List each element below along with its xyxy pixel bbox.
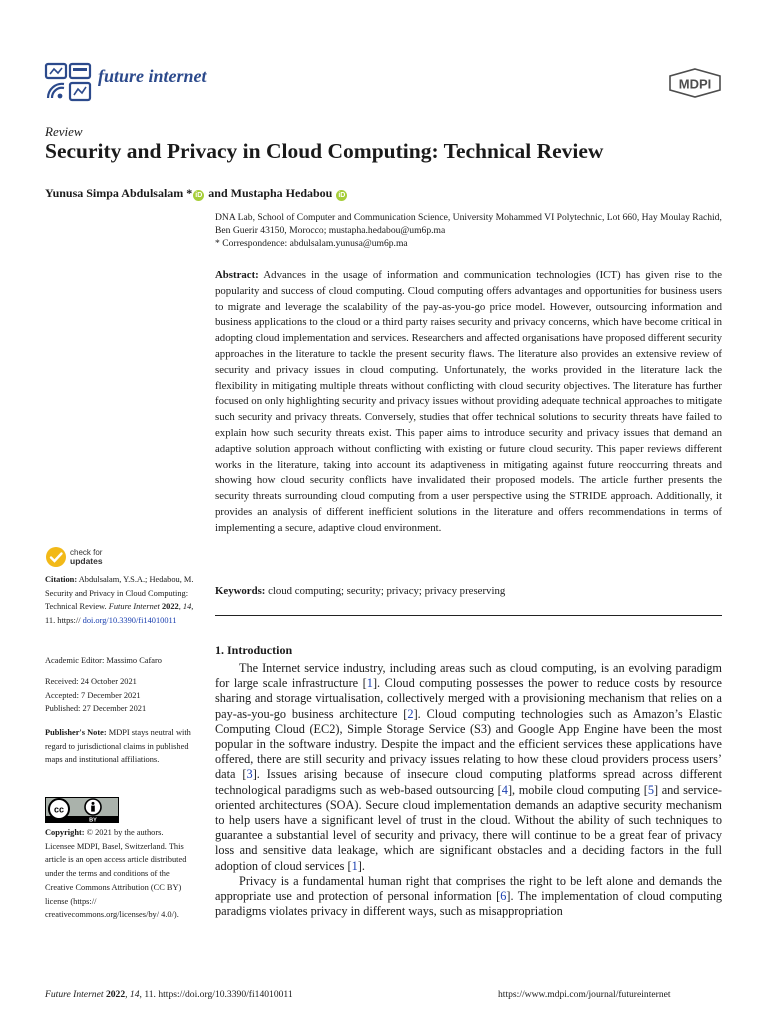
footer-journal: Future Internet	[45, 989, 104, 1000]
cc-by-license-icon[interactable]	[45, 797, 119, 823]
citation-link[interactable]: 1	[351, 858, 358, 873]
author-name[interactable]: Mustapha Hedabou	[230, 186, 333, 200]
citation-link[interactable]: 1	[366, 676, 373, 691]
footer-volume: 14	[129, 989, 140, 1000]
citation-link[interactable]: 3	[246, 767, 253, 782]
published-date: Published: 27 December 2021	[45, 704, 147, 714]
abstract-label: Abstract:	[215, 269, 259, 281]
journal-name: future internet	[98, 66, 207, 86]
copyright-text: © 2021 by the authors. Licensee MDPI, Basel, Switzerland. This article is an open access article distributed under the terms and conditions of the Creative Commons Attribution (CC BY) license (https:// creativecommons.org/licenses/by/ 4.0/).	[45, 828, 187, 920]
cc-logo-label: cc	[53, 804, 65, 815]
keywords-label: Keywords:	[215, 585, 266, 597]
footer-year: 2022	[105, 989, 126, 1000]
footer-doi[interactable]: , 11. https://doi.org/10.3390/fi14010011	[139, 989, 293, 1000]
citation-doi-link[interactable]: doi.org/10.3390/fi14010011	[82, 616, 177, 626]
copyright-block	[45, 826, 195, 922]
keywords	[215, 584, 722, 599]
citation-link[interactable]: 4	[501, 782, 508, 797]
citation-block: Citation: Abdulsalam, Y.S.A.; Hedabou, M. Security and Privacy in Cloud Computing: Technical Review. Future Internet 2022, 14, 11. https:// doi.org/10.3390/fi14010011	[45, 575, 194, 626]
introduction-body	[215, 661, 722, 919]
accepted-date: Accepted: 7 December 2021	[45, 690, 141, 700]
text-run: ], mobile cloud computing [	[507, 782, 648, 797]
citation-link[interactable]: 6	[500, 889, 507, 904]
footer-journal-url[interactable]: https://www.mdpi.com/journal/futureinternet	[498, 989, 671, 1000]
author-joiner: and	[208, 186, 228, 200]
paragraph	[215, 874, 722, 920]
copyright-label: Copyright:	[45, 828, 85, 837]
received-date: Received: 24 October 2021	[45, 677, 137, 686]
cc-logo-label: BY	[89, 817, 97, 823]
text-run: Privacy is a fundamental human right that comprises the right to be left alone and demands the appropriate use and protection of personal information [	[215, 873, 722, 904]
correspondence: * Correspondence: abdulsalam.yunusa@um6p.ma	[215, 238, 408, 249]
corresponding-mark: *	[186, 186, 193, 200]
publisher-note-text: MDPI stays neutral with regard to jurisdictional claims in published maps and institutional affiliations.	[45, 728, 191, 765]
section-heading: 1. Introduction	[215, 643, 293, 657]
footer-citation: Future Internet 2022, 14, 11. https://doi.org/10.3390/fi14010011	[45, 989, 293, 1000]
citation-text: Abdulsalam, Y.S.A.; Hedabou, M. Security and Privacy in Cloud Computing: Technical Review.	[45, 575, 194, 612]
citation-link[interactable]: 2	[407, 706, 414, 721]
affiliation-block	[215, 211, 725, 250]
text-run: ]. Cloud computing technologies such as Amazon’s Elastic Computing Cloud (EC2), Simple Storage Service (S3) and Google App Engine have been the most popular in the software industry. Despite the impact and the efficient services these applications have offered, there are still security and privacy issues relating to how these cloud providers process users’ data [	[215, 706, 722, 782]
affiliation: DNA Lab, School of Computer and Communication Science, University Mohammed VI Polytechnic, Lot 660, Hay Moulay Rachid, Ben Guerir 43150, Morocco; mustapha.hedabou@um6p.ma	[215, 212, 722, 236]
paragraph	[215, 661, 722, 874]
article-title: Security and Privacy in Cloud Computing: Technical Review	[45, 139, 604, 163]
author-name[interactable]: Yunusa Simpa Abdulsalam	[45, 186, 184, 200]
check-updates-line: updates	[70, 556, 103, 566]
mdpi-logo-icon	[668, 68, 722, 98]
abstract	[215, 268, 722, 537]
text-run: ].	[357, 858, 365, 873]
check-for-updates[interactable]	[70, 548, 103, 566]
article-type: Review	[45, 124, 83, 139]
author-list	[45, 186, 348, 201]
text-run: ]. Cloud computing possesses the power to reduce costs by resource sharing and storage virtualisation, collectively merged with a provisioning mechanism that relies on a pay-as-you-go business architecture [	[215, 676, 722, 721]
check-for-updates-icon[interactable]	[45, 546, 67, 568]
citation-label: Citation:	[45, 575, 78, 584]
orcid-icon[interactable]: iD	[338, 192, 346, 199]
text-run: The Internet service industry, including areas such as cloud computing, is an evolving paradigm for large scale infrastructure [	[215, 661, 722, 691]
citation-link[interactable]: 5	[647, 782, 654, 797]
section-divider	[215, 615, 722, 616]
abstract-text: Advances in the usage of information and communication technologies (ICT) has given rise to the popularity and success of cloud computing. Cloud computing offers advantages and opportunities for business users to migrate and leverage the scalability of the pay-as-you-go price model. However, outsourcing information and business applications to the cloud or a third party raises security and privacy concerns, which have become critical in adopting cloud implementation and services. Researchers and affected organisations have proposed different security approaches in the literature to tackle the present security flaws. The literature also provides an extensive review of security and privacy issues in cloud computing. Unfortunately, the works provided in the literature lack the flexibility in mitigating multiple threats without conflicting with cloud security objectives. The literature has further focused on only highlighting security and privacy issues without providing adequate technical approaches to mitigate such security and privacy threats. Conversely, studies that offer technical solutions to security threats have failed to explain how such security threats exist. This paper aims to introduce security and privacy issues that demand an adaptive solution approach without conflicting with existing or future cloud security. This paper reviews different works in the literature, taking into account its adaptiveness in mitigating against future reoccurring threats and showing how cloud security conflicts have invalidated their proposed models. The article further presents the security threats surrounding cloud computing from a user perspective using the STRIDE approach. Additionally, it provides an analysis of different inefficient solutions in the literature and offers recommendations in terms of implementing a secure, adaptive cloud environment.	[215, 269, 723, 534]
orcid-icon[interactable]: iD	[195, 192, 203, 199]
citation-volume: 14	[182, 602, 192, 612]
publisher-note	[45, 726, 195, 767]
dates-block	[45, 675, 195, 716]
text-run: ]. Issues arising because of insecure cloud computing platforms spread across different technological paradigms such as web-based outsourcing [	[215, 767, 722, 797]
text-run: ] and service-oriented architectures (SOA). Secure cloud implementation demands an adaptive security mechanism to help users have a significant level of trust in the cloud. Without the ability of such techniques to guarantee a substantial level of security and privacy, there will continue to be a great fear of privacy loss and sensitive data leakage, which are significant obstacles and a deciding factors in the full adoption of cloud services [	[215, 782, 722, 873]
publisher-logo-text: MDPI	[678, 76, 712, 92]
publisher-note-label: Publisher's Note:	[45, 728, 107, 737]
citation-year: 2022	[161, 602, 179, 612]
citation-journal: Future Internet	[108, 602, 160, 612]
future-internet-logo-icon	[44, 62, 92, 102]
citation-pages: , 11. https://	[45, 602, 194, 626]
check-updates-line: check for	[70, 548, 103, 557]
academic-editor: Academic Editor: Massimo Cafaro	[45, 656, 162, 665]
keywords-text: cloud computing; security; privacy; privacy preserving	[268, 585, 506, 597]
text-run: ]. The implementation of cloud computing paradigms violates privacy in different ways, such as misappropriation	[215, 889, 722, 919]
